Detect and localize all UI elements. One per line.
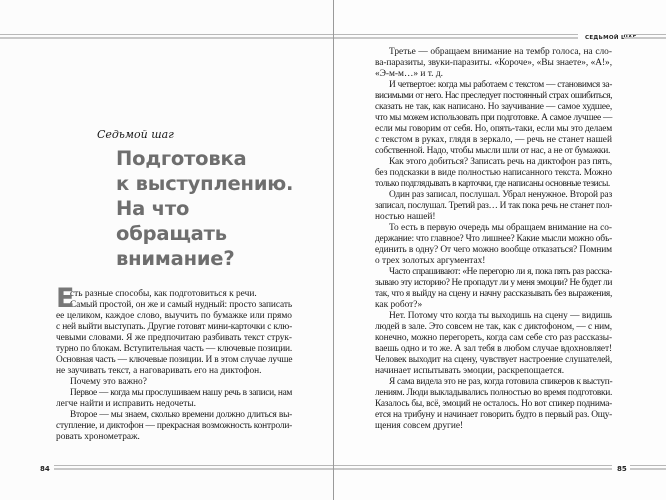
text-line: Один раз записал, послушал. Убрал ненужное. Второй раз: [389, 190, 612, 200]
text-line: без подсказки в виде полностью написанного текста. Можно: [375, 168, 612, 178]
paragraph: [375, 267, 612, 311]
footer-rule-end: [630, 465, 666, 470]
text-line: Нет. Потому что когда ты выходишь на сцену — видишь: [389, 311, 612, 321]
running-head: СЕДЬМОЙ ШАГ: [585, 35, 637, 41]
page-number-right: 85: [617, 465, 627, 473]
text-line: так, что я выйду на сцену и начну рассказывать без выражения,: [375, 289, 612, 299]
text-line: с текстом в руках, глядя в зеркало, — речь не станет нашей: [375, 135, 612, 145]
text-line: единить в одну? От чего можно вообще отказаться? Помним: [375, 245, 612, 255]
paragraph: [375, 190, 612, 223]
text-line: чевыми словами. Я же предпочитаю разбивать текст струк-: [56, 333, 292, 343]
text-line: с ней выйти выступать. Другие готовят мини-карточки с клю-: [56, 322, 292, 332]
text-line: Часто спрашивают: «Не перегорю ли я, пока пять раз расска-: [389, 267, 612, 277]
text-line: ностью нашей!: [375, 212, 436, 222]
text-line: ровать хронометраж.: [56, 432, 140, 442]
paragraph: [375, 47, 612, 80]
text-line: Второе — мы знаем, сколько времени должно длиться вы-: [70, 410, 292, 420]
text-line: Первое — когда мы прослушиваем нашу речь в записи, нам: [70, 388, 292, 398]
paragraph: [375, 311, 612, 377]
text-line: не заучивать текст, а наговаривать его на диктофон.: [56, 366, 262, 376]
paragraph: [375, 80, 612, 157]
text-line: что мы можем использовать при подготовке. А самое лучшее —: [375, 113, 612, 123]
title-line: к выступлению.: [116, 172, 294, 195]
text-line: записал, послушал. Третий раз… И так пока речь не станет пол-: [375, 201, 612, 211]
text-line: Я сама видела это не раз, когда готовила спикеров к выступ-: [389, 377, 613, 387]
text-line: Человек выходит на сцену, чувствует настроение слушателей,: [375, 355, 612, 365]
text-line: ваешь одно и то же. А зал тебя в любом случае вдохновляет!: [375, 344, 612, 354]
text-line: И четвертое: когда мы работаем с текстом — становимся за-: [389, 80, 612, 90]
title-line: На что: [116, 197, 190, 220]
header-rule: [334, 34, 578, 39]
text-line: только подглядывать в карточки, где написаны основные тезисы.: [375, 179, 610, 189]
paragraph: [375, 223, 612, 267]
text-line: держание: что главное? Что лишнее? Какие мысли можно объ-: [375, 234, 612, 244]
text-line: Как этого добиться? Записать речь на диктофон раз пять,: [389, 157, 612, 167]
text-line: То есть в первую очередь мы обращаем внимание на со-: [389, 223, 612, 233]
text-line: Самый простой, он же и самый нудный: просто записать: [70, 300, 292, 310]
text-line: ется на трибуну и начинает говорить будто в первый раз. Ощу-: [375, 410, 612, 420]
page-number-left: 84: [40, 465, 50, 473]
header-rule: [0, 34, 333, 39]
text-line: ее целиком, каждое слово, выучить по бумажке или прямо: [56, 311, 292, 321]
text-line: висимыми от него. Нас преследует постоянный страх ошибиться,: [375, 91, 612, 101]
paragraph: [375, 377, 612, 432]
text-line: начинает испытывать эмоции, раскрепощается.: [375, 366, 565, 376]
footer-rule: [54, 465, 333, 470]
text-line: людей в зале. Это совсем не так, как с диктофоном, — с ним,: [375, 322, 612, 332]
text-line: ва-паразиты, звуки-паразиты. «Короче», «Вы знаете», «А!»,: [375, 58, 612, 68]
right-body-text: [375, 47, 612, 432]
text-line: Почему это важно?: [70, 377, 147, 387]
text-line: турно по блокам. Вступительная часть — ключевые позиции.: [56, 344, 292, 354]
chapter-kicker: Седьмой шаг: [97, 128, 174, 141]
paragraph: [56, 410, 292, 443]
text-line: ступление, и диктофон — прекрасная возможность контроли-: [56, 421, 293, 431]
text-line: сть разные способы, как подготовиться к речи.: [70, 289, 257, 299]
text-line: «Э-м-м…» и т. д.: [375, 69, 443, 79]
chapter-title: [116, 146, 293, 271]
right-page: [334, 0, 666, 500]
text-line: Казалось бы, всё, эмоций не осталось. Но вот спикер поднима-: [375, 399, 612, 409]
paragraph: [56, 283, 293, 377]
footer-rule: [334, 465, 612, 470]
title-line: внимание?: [116, 247, 235, 270]
text-line: если мы говорим от себя. Но, опять-таки, если мы это делаем: [375, 124, 612, 134]
text-line: зываю эту историю? Не пропадут ли у меня эмоции? Не будет ли: [375, 278, 612, 288]
paragraph: [375, 157, 612, 190]
text-line: о трех золотых аргументах!: [375, 256, 486, 266]
text-line: собственной. Надо, чтобы мысли шли от нас, а не от бумажки.: [375, 146, 611, 156]
left-body-text: [56, 283, 293, 443]
text-line: конечно, можно перегореть, когда сам себе сто раз рассказы-: [375, 333, 612, 343]
drop-cap: Е: [56, 283, 75, 314]
text-line: как робот?»: [375, 300, 423, 310]
title-line: обращать: [116, 222, 227, 245]
paragraph: [56, 377, 292, 388]
text-line: лениям. Люди выкладывались полностью во время подготовки.: [375, 388, 612, 398]
text-line: Основная часть — ключевые позиции. И в этом случае лучше: [56, 355, 293, 365]
title-line: Подготовка: [116, 147, 247, 170]
text-line: щения совсем другие!: [375, 421, 464, 431]
header-rule-end: [624, 34, 666, 39]
text-line: Третье — обращаем внимание на тембр голоса, на сло-: [389, 47, 612, 57]
text-line: сказать не так, как написано. Но заучивание — самое худшее,: [375, 102, 612, 112]
text-line: легче найти и исправить недочеты.: [56, 399, 197, 409]
paragraph: [56, 388, 292, 410]
